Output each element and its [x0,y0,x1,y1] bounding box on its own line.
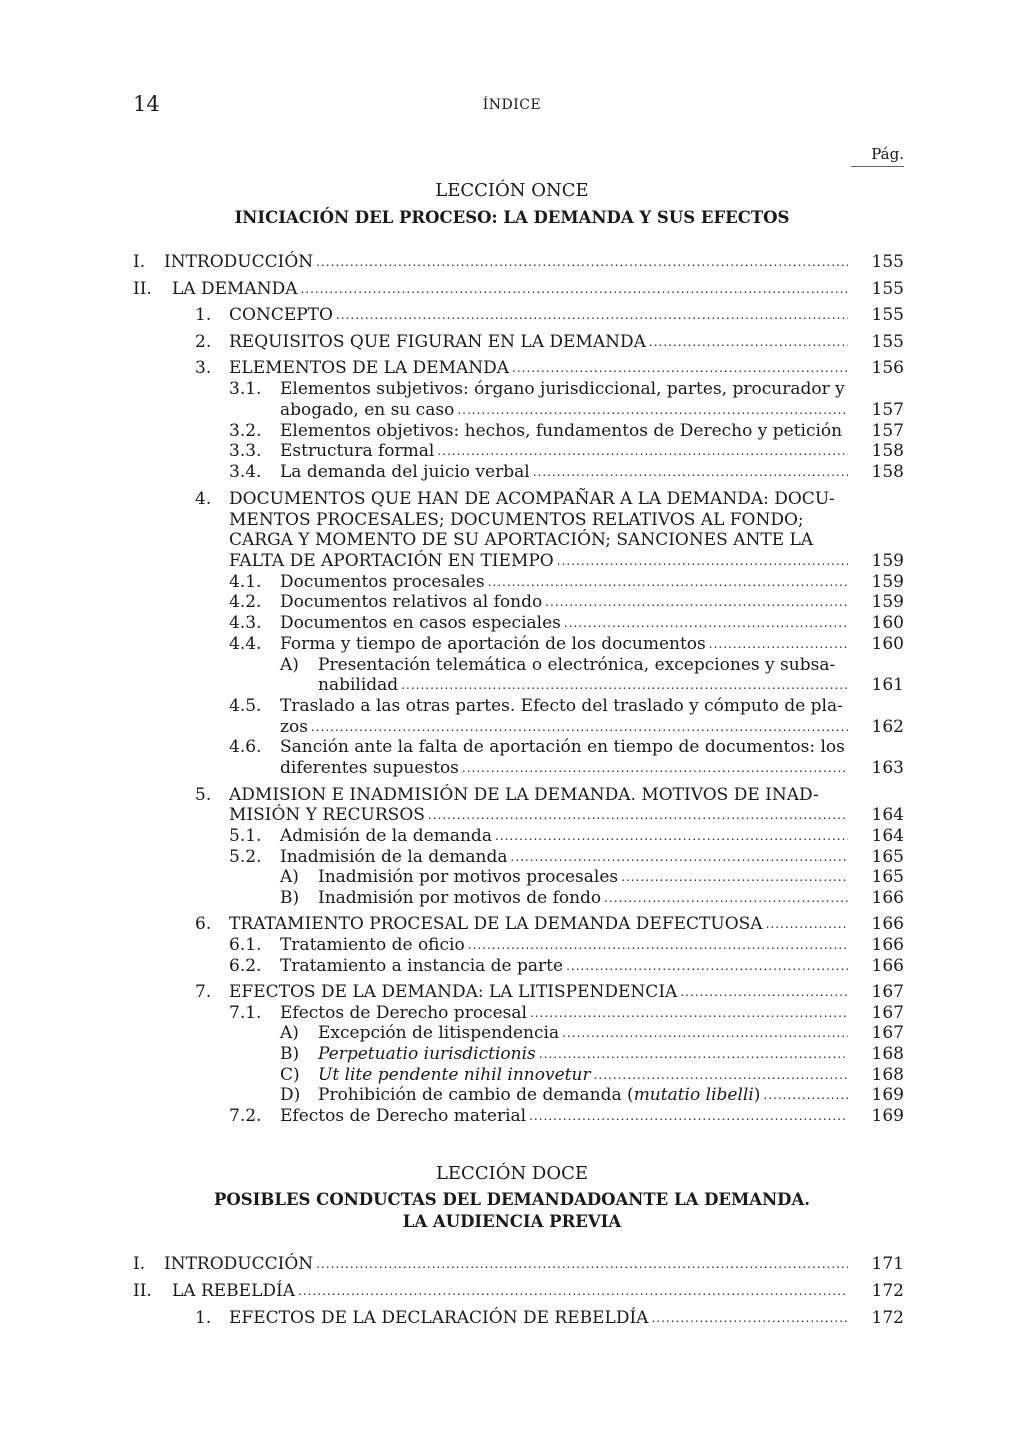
dot-leader [557,551,848,572]
entry-title: Inadmisión por motivos de fondo [318,888,602,908]
entry-number: 7. [195,982,212,1002]
entry-title: INTRODUCCIÓN [164,1254,314,1274]
entry-page: 157 [871,421,904,441]
dot-leader [566,956,848,977]
dot-leader [437,441,848,462]
entry-title: Inadmisión por motivos procesales [318,867,619,887]
dot-leader [428,805,848,826]
entry-title: Forma y tiempo de aportación de los documentos [280,634,706,654]
dot-leader [488,572,848,593]
entry-number: 2. [195,332,212,352]
entry-number: 5.1. [229,826,262,846]
entry-number: 3.2. [229,421,262,441]
entry-title: Presentación telemática o electrónica, excepciones y subsa- [318,655,836,675]
entry-page: 165 [871,847,904,867]
dot-leader [766,914,848,935]
entry-number: 3. [195,358,212,378]
toc-entry-continuation [195,551,904,572]
entry-page: 158 [871,462,904,482]
toc-entry [229,737,904,758]
entry-number: 3.3. [229,441,262,461]
toc-entry-continuation [195,510,904,531]
lesson-title: LECCIÓN ONCE [435,180,589,201]
entry-number: D) [280,1085,301,1105]
entry-title: nabilidad [318,675,399,695]
toc-entry [229,847,904,868]
entry-title: FALTA DE APORTACIÓN EN TIEMPO [229,551,554,571]
entry-page: 160 [871,613,904,633]
toc-entry [195,305,904,326]
entry-page: 171 [871,1254,904,1274]
entry-title: Efectos de Derecho material [280,1106,527,1126]
dot-leader [462,758,848,779]
entry-title: Tratamiento a instancia de parte [280,956,564,976]
entry-title: Excepción de litispendencia [318,1023,560,1043]
entry-title: Perpetuatio iurisdictionis [318,1044,536,1064]
toc-entry [229,956,904,977]
entry-number: A) [280,1023,299,1043]
dot-leader [298,1281,848,1302]
dot-leader [533,462,848,483]
dot-leader [468,935,848,956]
toc-entry [280,1065,904,1086]
entry-title: abogado, en su caso [280,400,455,420]
entry-page: 166 [871,956,904,976]
entry-number: B) [280,1044,300,1064]
toc-entry [195,914,904,935]
entry-page: 167 [871,1023,904,1043]
toc-entry [133,1281,904,1302]
entry-title: zos [280,717,308,737]
dot-leader [336,305,848,326]
running-title: ÍNDICE [482,97,542,113]
entry-title [318,1085,760,1106]
entry-number: 4.4. [229,634,262,654]
entry-number: 7.2. [229,1106,262,1126]
entry-page: 156 [871,358,904,378]
dot-leader [529,1106,848,1127]
entry-page: 159 [871,592,904,612]
entry-title: CARGA Y MOMENTO DE SU APORTACIÓN; SANCIONES ANTE LA [229,530,814,550]
toc-entry [195,489,904,510]
toc-entry [280,1085,904,1106]
entry-page: 161 [871,675,904,695]
entry-page: 169 [871,1106,904,1126]
dot-leader [562,1023,848,1044]
entry-title-part: Prohibición de cambio de demanda ( [318,1085,634,1105]
entry-page: 155 [871,279,904,299]
toc-entry [280,867,904,888]
toc-entry-continuation [195,805,904,826]
toc-entry [229,572,904,593]
entry-title: MISIÓN Y RECURSOS [229,805,425,825]
toc-entry [280,655,904,676]
toc-entry [280,1044,904,1065]
toc-entry-continuation [229,717,904,738]
entry-title: REQUISITOS QUE FIGURAN EN LA DEMANDA [229,332,646,352]
entry-title: Sanción ante la falta de aportación en tiempo de documentos: los [280,737,845,757]
toc-entry [195,785,904,806]
entry-page: 165 [871,867,904,887]
entry-title: DOCUMENTOS QUE HAN DE ACOMPAÑAR A LA DEMANDA: DOCU- [229,489,835,509]
entry-page: 155 [871,332,904,352]
toc-entry-continuation [280,675,904,696]
entry-number: 6.2. [229,956,262,976]
lesson-subtitle: POSIBLES CONDUCTAS DEL DEMANDADOANTE LA DEMANDA. [213,1190,811,1209]
entry-title: CONCEPTO [229,305,333,325]
entry-page: 164 [871,826,904,846]
entry-number: 6. [195,914,212,934]
entry-title: Efectos de Derecho procesal [280,1003,527,1023]
entry-page: 172 [871,1308,904,1328]
entry-number: A) [280,867,299,887]
dot-leader [316,252,848,273]
toc-entry [229,613,904,634]
lesson-subtitle: INICIACIÓN DEL PROCESO: LA DEMANDA Y SUS EFECTOS [234,208,790,227]
dot-leader [311,717,848,738]
toc-entry-continuation [229,758,904,779]
toc-entry [229,935,904,956]
entry-page: 158 [871,441,904,461]
lesson-subtitle: LA AUDIENCIA PREVIA [402,1212,622,1231]
entry-title: diferentes supuestos [280,758,459,778]
entry-page: 159 [871,551,904,571]
toc-entry [229,1106,904,1127]
entry-number: 4.5. [229,696,262,716]
entry-title: La demanda del juicio verbal [280,462,530,482]
dot-leader [530,1003,848,1024]
entry-title: ELEMENTOS DE LA DEMANDA [229,358,510,378]
entry-title: Inadmisión de la demanda [280,847,508,867]
entry-number: 1. [195,305,212,325]
entry-page: 167 [871,982,904,1002]
entry-title-part: ) [753,1085,761,1105]
toc-entry [229,696,904,717]
entry-page: 169 [871,1085,904,1105]
dot-leader [316,1254,848,1275]
dot-leader [564,613,848,634]
entry-page: 159 [871,572,904,592]
dot-leader [545,592,848,613]
dot-leader [495,826,848,847]
dot-leader [457,400,848,421]
page-number: 14 [133,92,160,116]
dot-leader [512,358,848,379]
entry-number: 3.4. [229,462,262,482]
entry-page: 166 [871,888,904,908]
entry-title: Ut lite pendente nihil innovetur [318,1065,591,1085]
dot-leader [401,675,848,696]
dot-leader [649,332,848,353]
toc-entry [195,982,904,1003]
entry-number: A) [280,655,299,675]
entry-title: Estructura formal [280,441,435,461]
entry-page: 163 [871,758,904,778]
entry-title: Documentos en casos especiales [280,613,561,633]
dot-leader [763,1085,848,1106]
entry-title: Traslado a las otras partes. Efecto del traslado y cómputo de pla- [280,696,843,716]
toc-entry [195,1308,904,1329]
entry-page: 155 [871,305,904,325]
toc-entry [280,1023,904,1044]
toc-entry [280,888,904,909]
toc-entry-continuation [195,530,904,551]
entry-title: ADMISION E INADMISIÓN DE LA DEMANDA. MOTIVOS DE INAD- [229,785,819,805]
toc-entry [229,826,904,847]
toc-entry-continuation [229,400,904,421]
entry-number: II. [133,279,152,299]
entry-number: 4.1. [229,572,262,592]
entry-number: B) [280,888,300,908]
dot-leader [709,634,848,655]
entry-number: 4. [195,489,212,509]
entry-title: LA REBELDÍA [172,1281,295,1301]
toc-entry [133,252,904,273]
entry-page: 164 [871,805,904,825]
entry-number: 6.1. [229,935,262,955]
entry-title: Tratamiento de oficio [280,935,465,955]
entry-number: 4.3. [229,613,262,633]
entry-number: C) [280,1065,300,1085]
dot-leader [604,888,848,909]
toc-entry [229,421,904,442]
entry-page: 172 [871,1281,904,1301]
entry-title: INTRODUCCIÓN [164,252,314,272]
toc-entry [133,1254,904,1275]
entry-number: 4.2. [229,592,262,612]
lesson-title: LECCIÓN DOCE [435,1163,589,1184]
toc-entry [229,1003,904,1024]
entry-title: Elementos subjetivos: órgano jurisdiccional, partes, procurador y [280,379,845,399]
entry-page: 167 [871,1003,904,1023]
dot-leader [539,1044,848,1065]
dot-leader [510,847,848,868]
entry-page: 155 [871,252,904,272]
entry-title: EFECTOS DE LA DECLARACIÓN DE REBELDÍA [229,1308,649,1328]
entry-page: 166 [871,914,904,934]
entry-title: EFECTOS DE LA DEMANDA: LA LITISPENDENCIA [229,982,678,1002]
entry-page: 160 [871,634,904,654]
dot-leader [651,1308,848,1329]
entry-title-italic: mutatio libelli [633,1085,754,1105]
entry-title: MENTOS PROCESALES; DOCUMENTOS RELATIVOS AL FONDO; [229,510,804,530]
entry-page: 157 [871,400,904,420]
entry-page: 166 [871,935,904,955]
toc-entry [133,279,904,300]
page-column-label: Pág. [851,145,904,167]
dot-leader [621,867,848,888]
dot-leader [594,1065,848,1086]
entry-number: 3.1. [229,379,262,399]
entry-number: 5.2. [229,847,262,867]
entry-title: LA DEMANDA [172,279,298,299]
entry-title: TRATAMIENTO PROCESAL DE LA DEMANDA DEFECTUOSA [229,914,763,934]
entry-title: Documentos relativos al fondo [280,592,543,612]
toc-entry [195,358,904,379]
entry-number: I. [133,1254,146,1274]
entry-number: 4.6. [229,737,262,757]
entry-title: Admisión de la demanda [280,826,492,846]
entry-number: 1. [195,1308,212,1328]
entry-number: 5. [195,785,212,805]
entry-number: II. [133,1281,152,1301]
entry-number: 7.1. [229,1003,262,1023]
entry-page: 168 [871,1065,904,1085]
entry-title: Documentos procesales [280,572,485,592]
entry-number: I. [133,252,146,272]
dot-leader [300,279,848,300]
entry-page: 168 [871,1044,904,1064]
entry-page: 162 [871,717,904,737]
entry-title: Elementos objetivos: hechos, fundamentos de Derecho y petición [280,421,843,441]
toc-entry [229,379,904,400]
toc-entry [229,592,904,613]
toc-entry [229,441,904,462]
toc-entry [229,634,904,655]
toc-entry [229,462,904,483]
toc-entry [195,332,904,353]
dot-leader [680,982,848,1003]
